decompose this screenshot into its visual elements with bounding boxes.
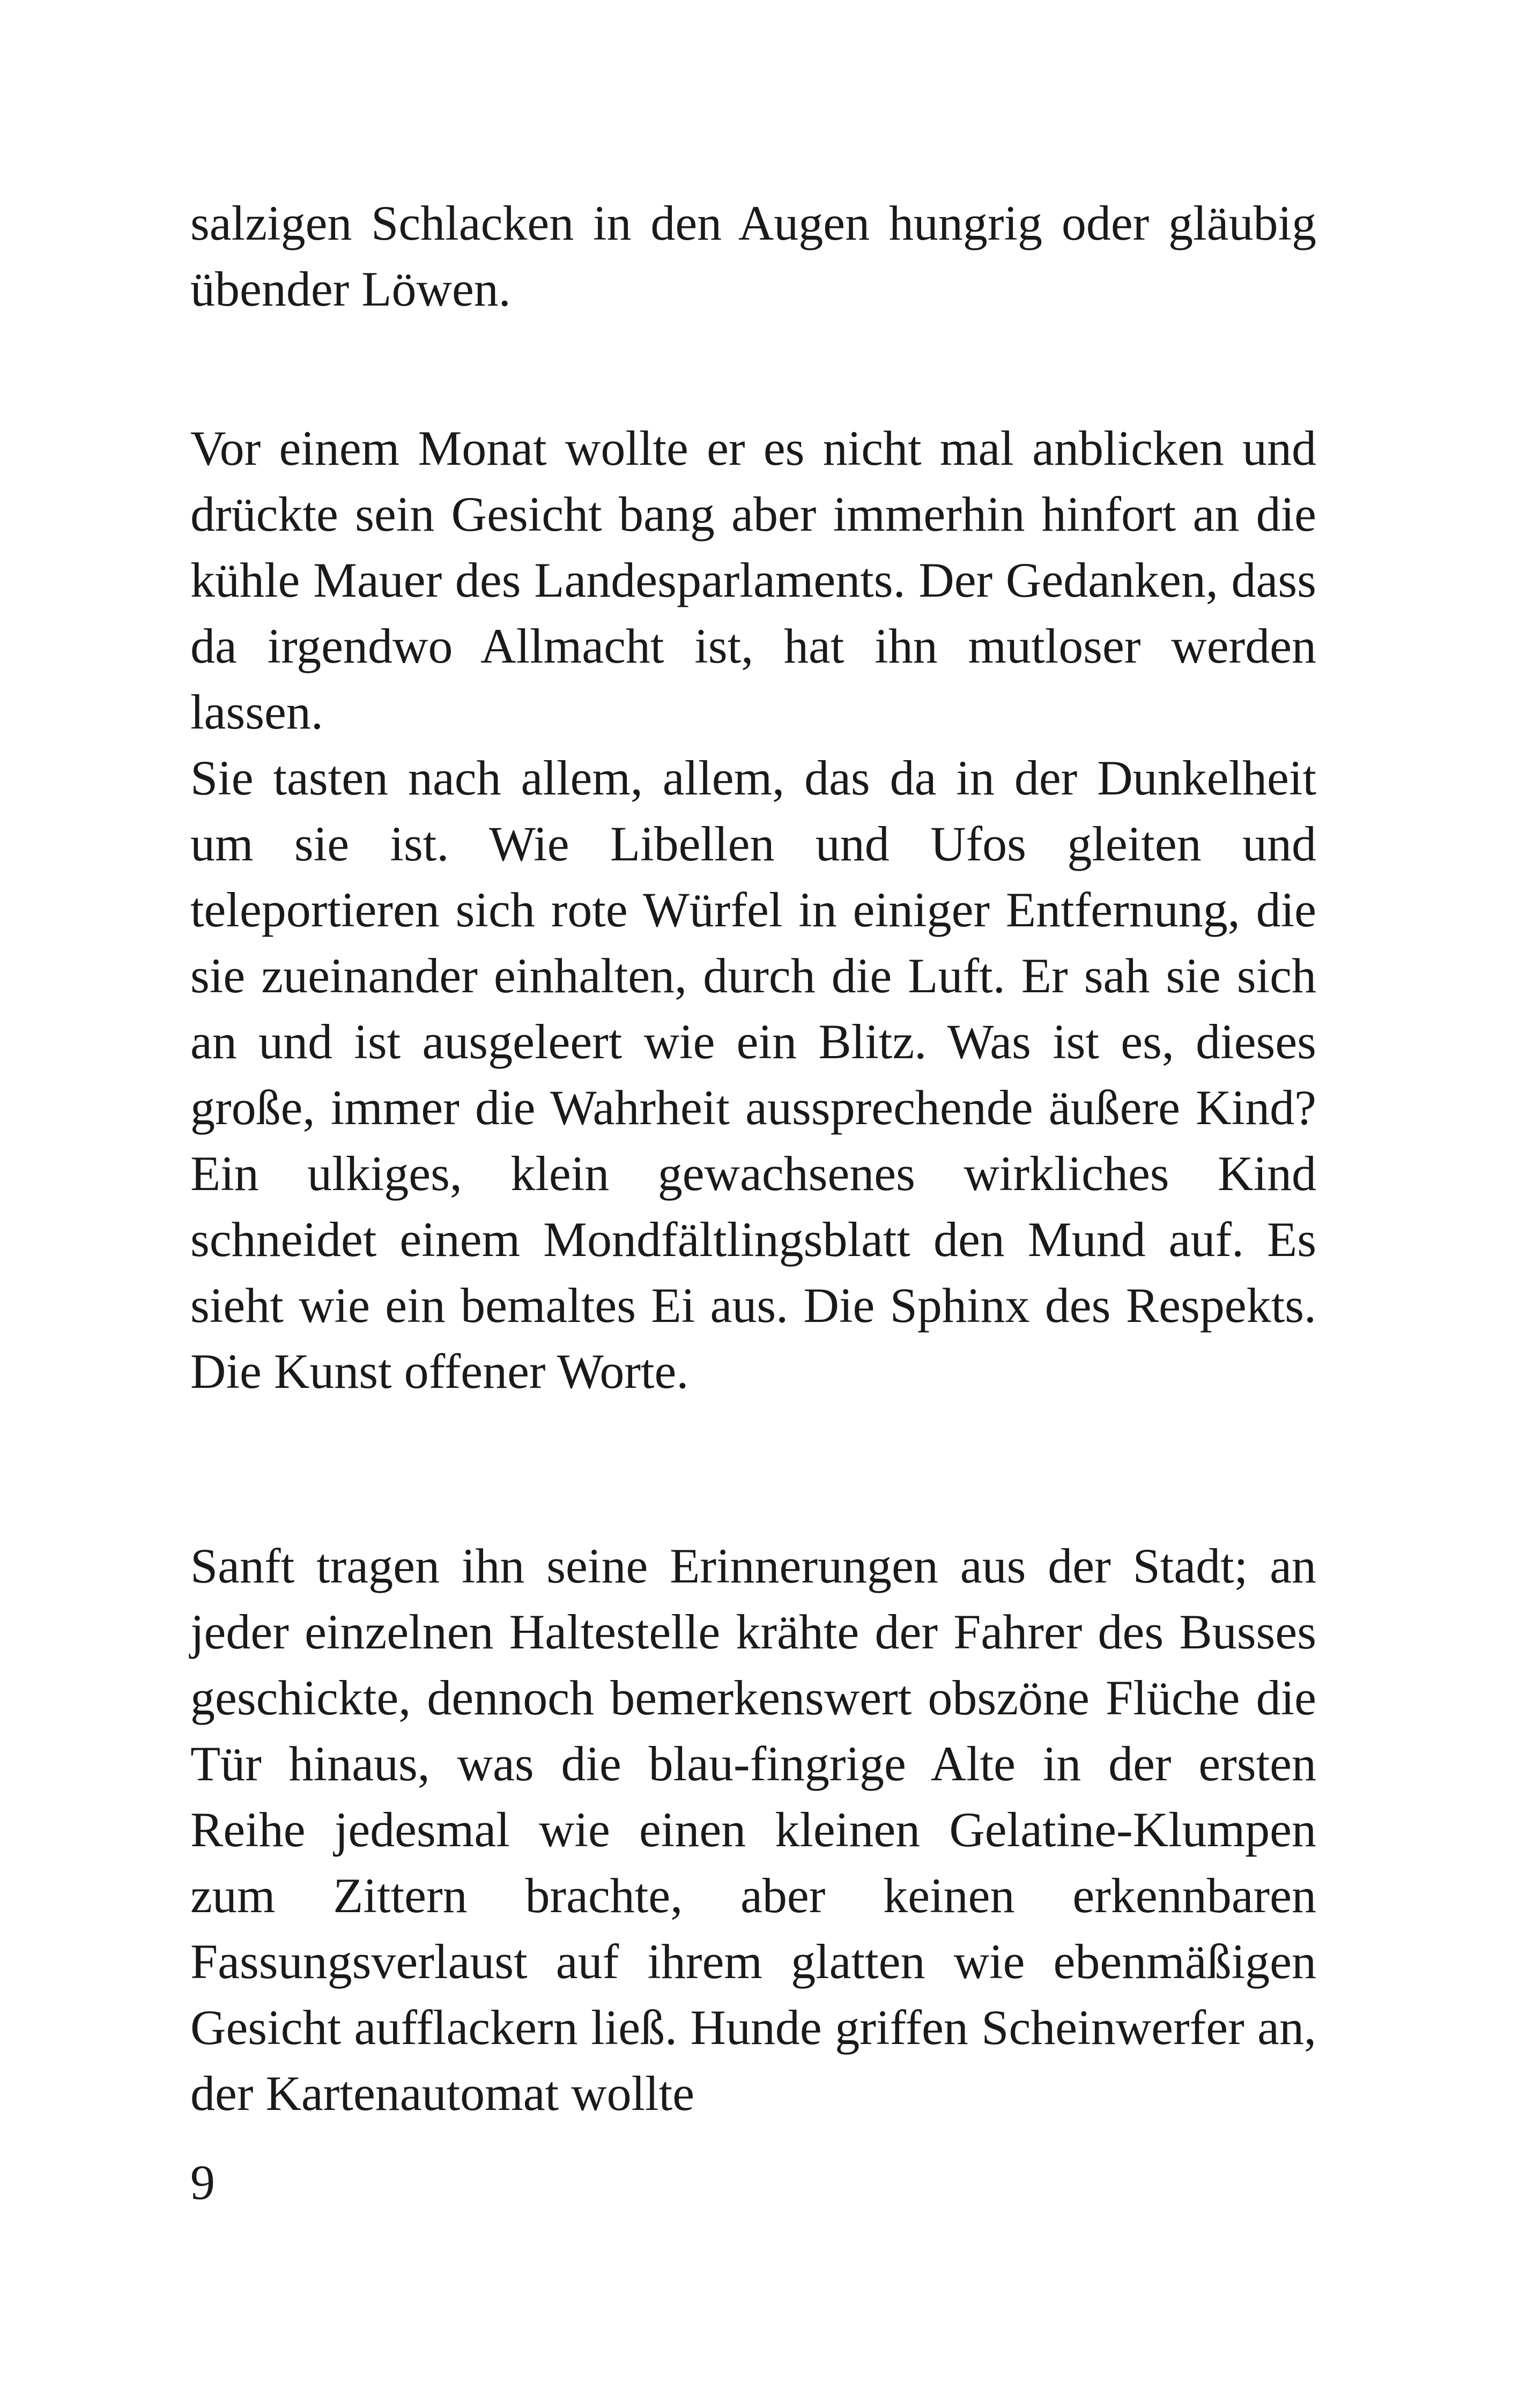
page-number: 9 [190, 2155, 215, 2210]
paragraph-continuation: salzigen Schlacken in den Augen hungrig oder gläubig übender Löwen. [190, 196, 1316, 316]
paragraph-erinnerungen: Sanft tragen ihn seine Erinnerungen aus der Stadt; an jeder einzelnen Haltestelle krähte der Fahrer des Busses geschickte, dennoch bemerkenswert obszöne Flüche die Tür hinaus, was die blau-fingrige Alte in der ersten Reihe jedesmal wie einen kleinen Gelatine-Klumpen zum Zittern brachte, aber keinen erkennbaren Fassungsverlaust auf ihrem glatten wie ebenmäßigen Gesicht aufflackern ließ. Hunde griffen Scheinwerfer an, der Kartenautomat wollte [190, 1539, 1316, 2121]
paragraph-monat: Vor einem Monat wollte er es nicht mal anblicken und drückte sein Gesicht bang aber immerhin hinfort an die kühle Mauer des Landesparlaments. Der Gedanken, dass da irgendwo Allmacht ist, hat ihn mutloser werden lassen. [190, 421, 1316, 739]
paragraph-dunkelheit: Sie tasten nach allem, allem, das da in der Dunkelheit um sie ist. Wie Libellen und Ufos gleiten und teleportieren sich rote Würfel in einiger Entfernung, die sie zueinander einhalten, durch die Luft. Er sah sie sich an und ist ausgeleert wie ein Blitz. Was ist es, dieses große, immer die Wahrheit aussprechende äußere Kind? Ein ulkiges, klein gewachsenes wirkliches Kind schneidet einem Mondfältlingsblatt den Mund auf. Es sieht wie ein bemaltes Ei aus. Die Sphinx des Respekts. Die Kunst offener Worte. [190, 750, 1316, 1399]
